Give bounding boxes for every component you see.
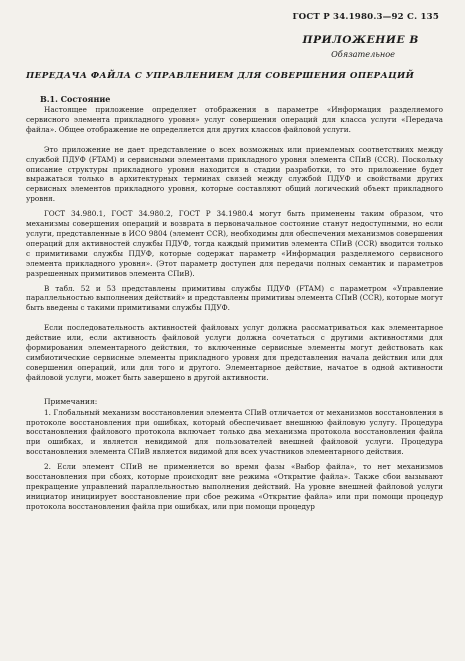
paragraph-standards: ГОСТ 34.980.1, ГОСТ 34.980.2, ГОСТ Р 34.1980.4 могут быть применены таким образом, что механизмы совершения операций и возврата в первоначальное состояние станут недоступными, но если услуги, представленные в ИСО 9804 (элемент CCR), необходимы для обеспечения механизмов совершения операций для активностей службы ПДУФ, тогда каждый примитив элемента СПиВ (CCR) вводится только с примитивами службы ПДУФ, которые содержат параметр «Информация разделяемого сервисного элемента прикладного уровня». (Этот параметр доступен для передачи полных семантик и параметров разрешенных примитивов элемента СПиВ).	[26, 209, 443, 278]
main-title: ПЕРЕДАЧА ФАЙЛА С УПРАВЛЕНИЕМ ДЛЯ СОВЕРШЕНИЯ ОПЕРАЦИЙ	[26, 71, 415, 81]
note-item: 2. Если элемент СПиВ не применяется во время фазы «Выбор файла», то нет механизмов восстановления при сбоях, которые происходят вне режима «Открытие файла». Также сбои вызывают прекращение управлений параллельностью выполнения действий. На уровне внешней файловой услуги инициатор инициирует восстановление при сбое режима «Открытие файла» или при помощи процедур протокола восстановления файла при ошибках, или при помощи процедур	[26, 462, 443, 511]
paragraph-correspondence: Это приложение не дает представление о всех возможных или приемлемых соответствиях между службой ПДУФ (FTAM) и сервисными элементами прикладного уровня элемента СПиВ (CCR). Поскольку описание структуры прикладного уровня находится в стадии разработки, то это приложение будет выражаться только в архитектурных терминах связей между службой ПДУФ и свойствами других сервисных элементов прикладного уровня, которые составляют общий логический объект прикладного уровня.	[26, 144, 443, 204]
appendix-label: ПРИЛОЖЕНИЕ В	[302, 34, 419, 46]
paragraph-tables: В табл. 52 и 53 представлены примитивы службы ПДУФ (FTAM) с параметром «Управление параллельностью выполнения действий» и представлены примитивы элемента СПиВ (CCR), которые могут быть введены с такими примитивами службы ПДУФ.	[26, 283, 443, 313]
page-header: ГОСТ Р 34.1980.3—92 С. 135	[292, 12, 439, 22]
paragraph-activities: Если последовательность активностей файловых услуг должна рассматриваться как элементарное действие или, если активность файловой услуги должна сочетаться с другими активностями для формирования элементарного действия, то включенные сервисные элементы могут действовать как симбиотические сервисные элементы прикладного уровня для представления начала действия или для совершения операций, или для того и другого. Элементарное действие, начатое в одной активности файловой услуги, может быть завершено в другой активности.	[26, 323, 443, 382]
notes-list	[26, 408, 443, 512]
paragraph-scope: Настоящее приложение определяет отображения в параметре «Информация разделяемого сервисного элемента прикладного уровня» услуг совершения операций для класса услуги «Передача файла». Общее отображение не определяется для других классов файловой услуги.	[26, 105, 443, 134]
notes-title: Примечания:	[44, 396, 98, 406]
note-item: 1. Глобальный механизм восстановления элемента СПиВ отличается от механизмов восстановления в протоколе восстановления при ошибках, который обеспечивает внешнюю файловую услугу. Процедура восстановления файлового протокола включает только два механизма протокола восстановления файла при ошибках, и является невидимой для пользователей внешней файловой услуги. Процедура восстановления элемента СПиВ является видимой для всех участников элементарного действия.	[26, 407, 443, 457]
appendix-status: Обязательное	[331, 49, 395, 59]
body-text	[26, 105, 443, 383]
section-title: В.1. Состояние	[40, 94, 111, 104]
